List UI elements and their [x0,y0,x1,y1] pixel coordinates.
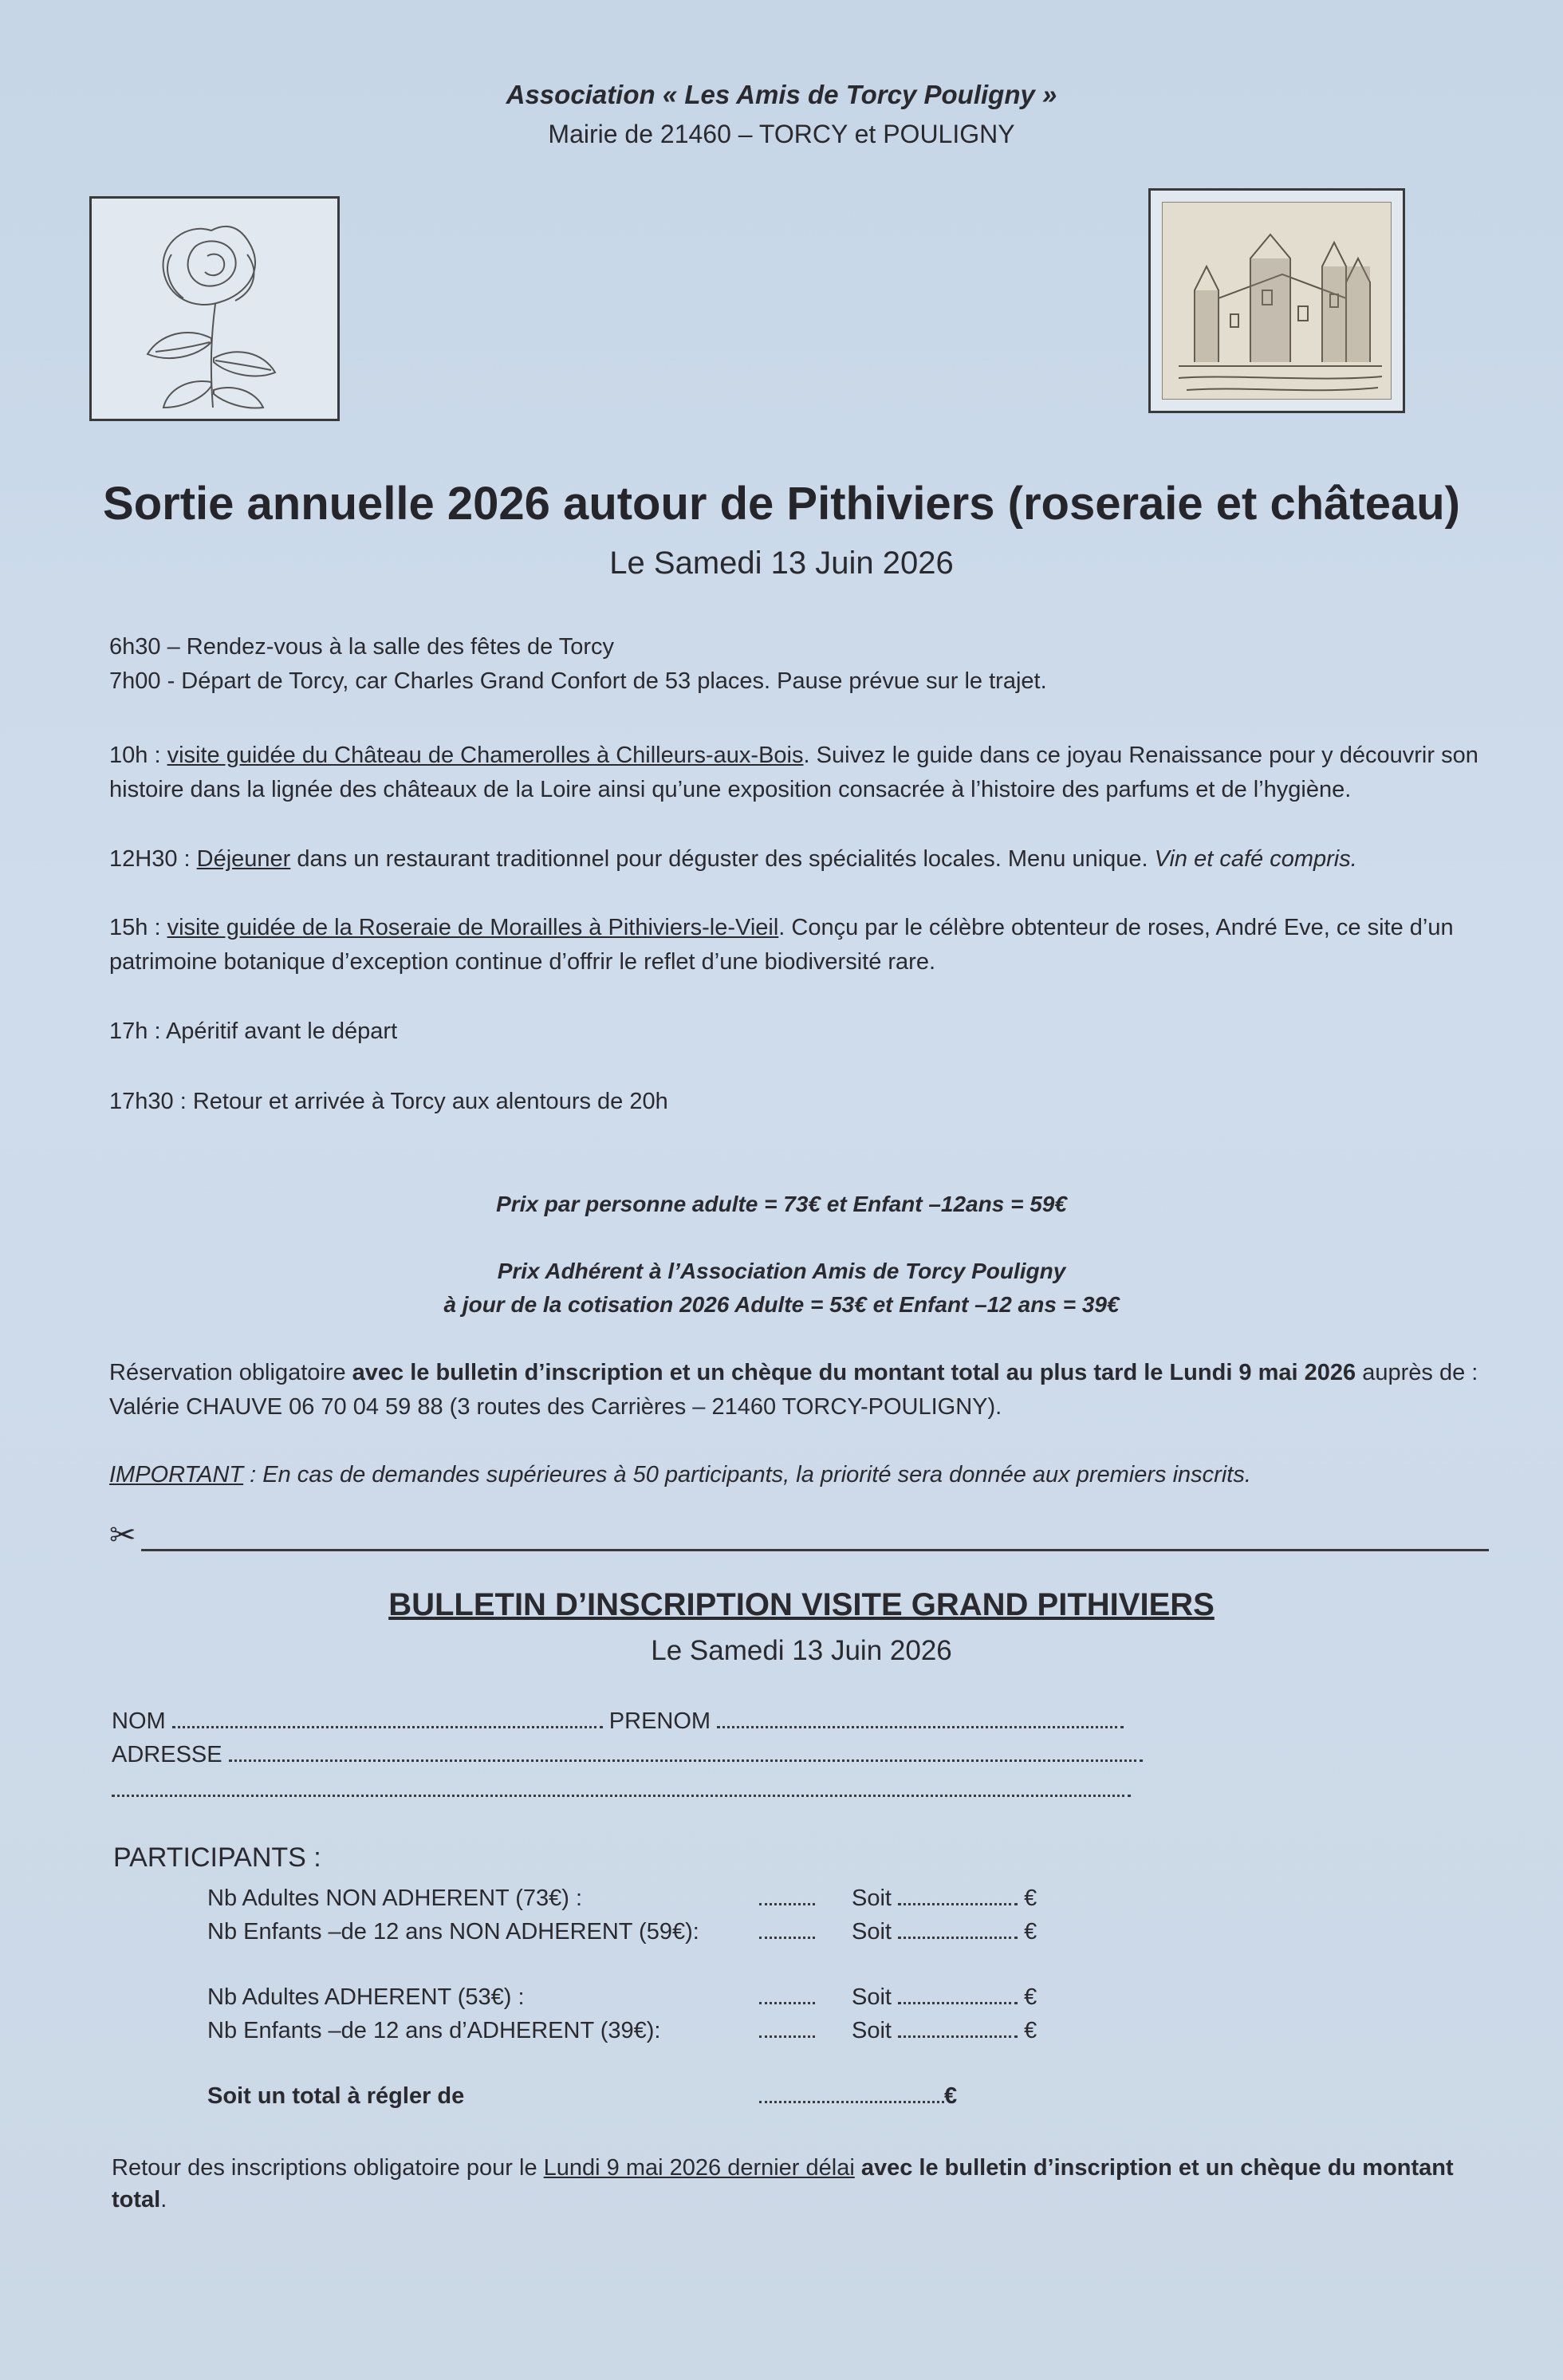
return-text: Retour des inscriptions obligatoire pour le [112,2155,544,2181]
program-item [109,630,1497,699]
bulletin-title-text: BULLETIN D’INSCRIPTION VISITE GRAND PITHIVIERS [388,1587,1215,1622]
subtotal-input[interactable]: Soit € [852,1885,1037,1911]
price-standard: Prix par personne adulte = 73€ et Enfant –12ans = 59€ [496,1192,1067,1216]
program-time: 12H30 : [109,846,197,872]
dejeuner-link: Déjeuner [196,846,291,872]
prenom-input-line[interactable] [717,1710,1124,1728]
adresse-label: ADRESSE [112,1742,222,1767]
participants-heading: PARTICIPANTS : [113,1842,321,1873]
reservation-part: auprès de : Valérie CHAUVE 06 70 04 59 88 (3 routes des Carrières – 21460 TORCY-POULIGNY). [109,1360,1478,1420]
prenom-label: PRENOM [608,1708,711,1734]
adresse-field-line2[interactable] [112,1777,1131,1803]
return-instructions [112,2152,1499,2216]
program-line-retour: 17h30 : Retour et arrivée à Torcy aux alentours de 20h [109,1089,668,1114]
program-line-rdv: 6h30 – Rendez-vous à la salle des fêtes de Torcy [109,634,615,660]
important-note [109,1458,1497,1492]
important-label: IMPORTANT [109,1462,244,1488]
subtotal-input[interactable]: Soit € [852,1919,1037,1945]
scissors-icon: ✂ [109,1518,136,1553]
reservation-text [109,1356,1497,1424]
program-line-depart: 7h00 - Départ de Torcy, car Charles Grand Confort de 53 places. Pause prévue sur le trajet. [109,668,1047,694]
program-text: . Conçu par le célèbre obtenteur de roses, André Eve, ce site d’un patrimoine botanique d’exception continue d’offrir le reflet d’une biodiversité rare. [109,915,1454,975]
nom-input-line[interactable] [172,1710,603,1728]
mairie-address: Mairie de 21460 – TORCY et POULIGNY [548,120,1015,148]
rose-illustration [89,196,340,421]
important-text: : En cas de demandes supérieures à 50 participants, la priorité sera donnée aux premiers inscrits. [243,1462,1251,1488]
chateau-visit-link: visite guidée du Château de Chamerolles à Chilleurs-aux-Bois [167,743,804,768]
adresse-input-line-2[interactable] [112,1779,1131,1797]
participant-label: Nb Adultes NON ADHERENT (73€) : [207,1885,583,1911]
price-member-line1: Prix Adhérent à l’Association Amis de Torcy Pouligny [497,1259,1066,1283]
bulletin-title [0,1587,1563,1623]
program-text: . Suivez le guide dans ce joyau Renaissance pour y découvrir son histoire dans la lignée des châteaux de la Loire ainsi qu’une exposition consacrée à l’histoire des parfums et de l’hygiène. [109,743,1478,802]
participant-label: Nb Enfants –de 12 ans NON ADHERENT (59€): [207,1919,699,1945]
total-input[interactable]: € [759,2083,957,2110]
price-member-line2: à jour de la cotisation 2026 Adulte = 53€ et Enfant –12 ans = 39€ [443,1292,1120,1317]
event-date: Le Samedi 13 Juin 2026 [609,546,954,581]
adresse-input-line[interactable] [229,1744,1143,1762]
program-time: 15h : [109,915,167,940]
association-name: Association « Les Amis de Torcy Pouligny » [506,80,1057,109]
program-item-roseraie [109,911,1497,979]
count-input[interactable] [759,1919,815,1945]
program-line-aperitif: 17h : Apéritif avant le départ [109,1019,398,1044]
castle-illustration [1148,188,1405,413]
program-item-dejeuner [109,842,1497,877]
return-bold: avec le bulletin d’inscription et un chèque du montant total [112,2155,1454,2213]
count-input[interactable] [759,2018,815,2044]
castle-icon [1163,203,1394,402]
page-title: Sortie annuelle 2026 autour de Pithiviers (roseraie et château) [103,478,1460,530]
subtotal-input[interactable]: Soit € [852,2018,1037,2043]
count-input[interactable] [759,1885,815,1912]
nom-field[interactable] [112,1708,1124,1735]
program-time: 10h : [109,743,167,768]
roseraie-visit-link: visite guidée de la Roseraie de Morailles à Pithiviers-le-Vieil [167,915,779,940]
reservation-bold: avec le bulletin d’inscription et un chèque du montant total au plus tard le Lundi 9 mai 2026 [352,1360,1356,1385]
program-item-chateau [109,739,1497,807]
count-input[interactable] [759,1984,815,2011]
return-end: . [160,2187,167,2213]
cut-line [109,1515,1489,1555]
program-italic: Vin et café compris. [1154,846,1357,872]
nom-label: NOM [112,1708,166,1734]
program-text: dans un restaurant traditionnel pour déguster des spécialités locales. Menu unique. [290,846,1155,872]
return-deadline: Lundi 9 mai 2026 dernier délai [543,2155,855,2181]
bulletin-date: Le Samedi 13 Juin 2026 [651,1635,952,1666]
subtotal-input[interactable]: Soit € [852,1984,1037,2010]
reservation-part: Réservation obligatoire [109,1360,352,1385]
total-label: Soit un total à régler de [207,2083,465,2109]
participant-label: Nb Adultes ADHERENT (53€) : [207,1984,525,2010]
rose-icon [92,199,337,419]
dashed-cut-line [141,1549,1489,1551]
participant-label: Nb Enfants –de 12 ans d’ADHERENT (39€): [207,2018,661,2043]
adresse-field[interactable] [112,1742,1143,1768]
